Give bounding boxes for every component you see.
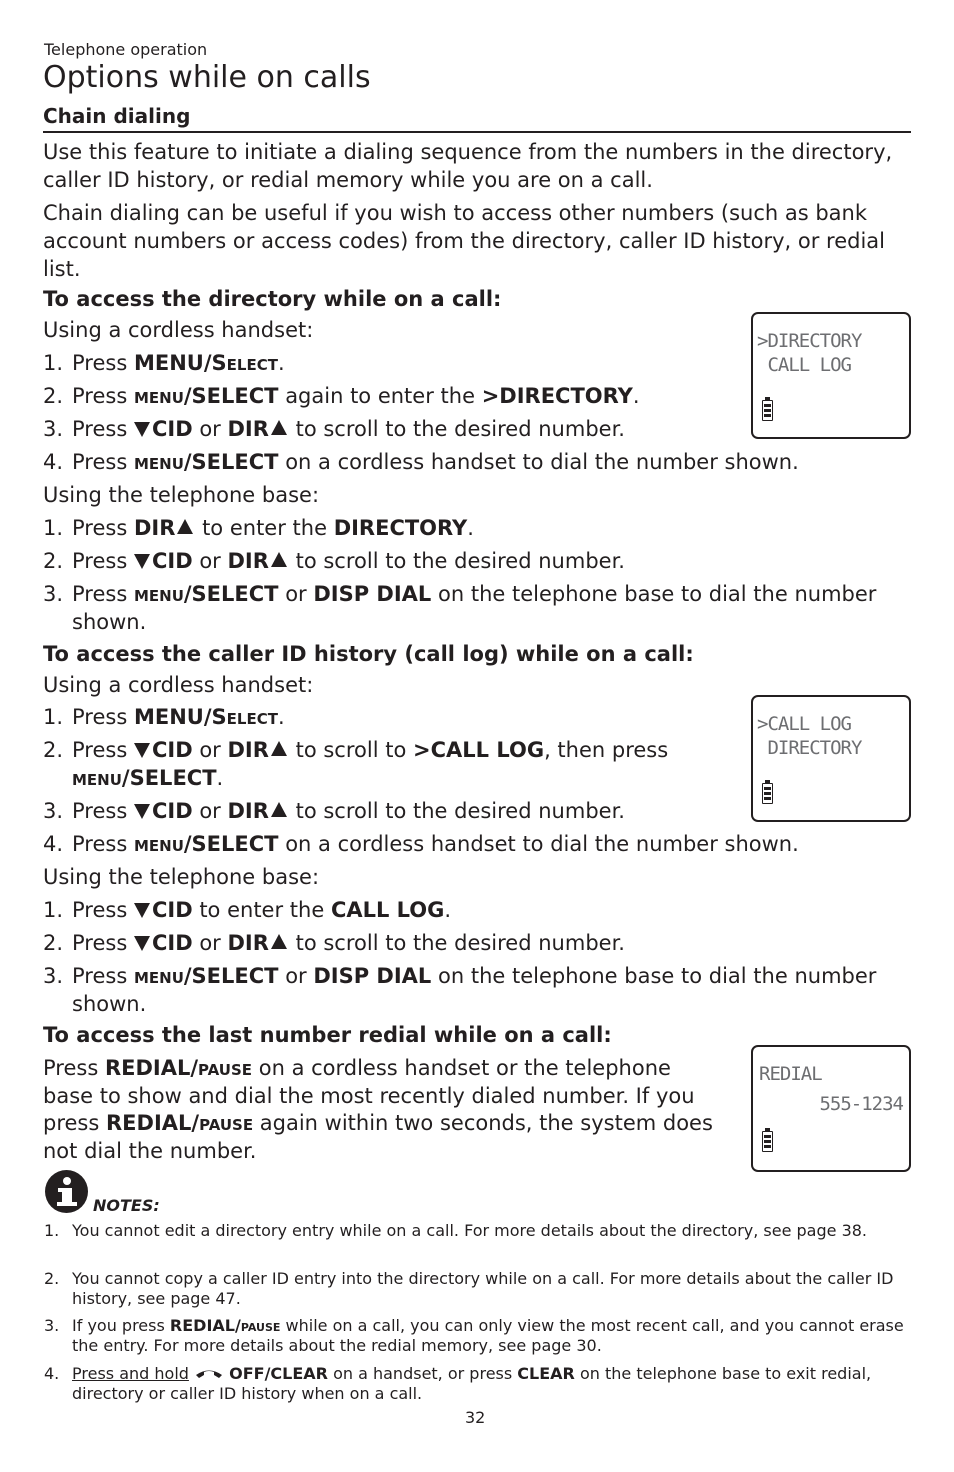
redial-line-4: not dial the number. — [43, 1139, 257, 1163]
up-arrow-icon — [271, 934, 287, 949]
down-arrow-icon — [134, 936, 150, 951]
calllog-handset-step-3: 3. Press CID or DIR to scroll to the desired number. — [43, 799, 625, 823]
up-arrow-icon — [271, 552, 287, 567]
note-1: 1. You cannot edit a directory entry while on a call. For more details about the directory, see page 38. — [44, 1221, 868, 1240]
lcd-line-2: 555-1234 — [819, 1093, 903, 1115]
calllog-base-label: Using the telephone base: — [43, 865, 320, 889]
page-number: 32 — [465, 1408, 486, 1427]
up-arrow-icon — [177, 519, 193, 534]
directory-handset-label: Using a cordless handset: — [43, 318, 314, 342]
lcd-line-1: >CALL LOG — [757, 713, 851, 735]
section-heading: Chain dialing — [43, 104, 191, 128]
section-rule — [43, 131, 911, 133]
calllog-base-step-2: 2. Press CID or DIR to scroll to the desired number. — [43, 931, 625, 955]
press-and-hold-link[interactable]: Press and hold — [72, 1364, 189, 1383]
info-icon — [45, 1170, 88, 1213]
lcd-line-2: DIRECTORY — [757, 737, 862, 759]
lcd-line-1: REDIAL — [759, 1063, 822, 1085]
redial-line-3: press REDIAL/pause again within two seconds, the system does — [43, 1111, 713, 1135]
lcd-screen-redial — [751, 1045, 911, 1172]
down-arrow-icon — [134, 903, 150, 918]
calllog-base-step-3-cont: shown. — [72, 992, 147, 1016]
directory-handset-step-3: 3. Press CID or DIR to scroll to the desired number. — [43, 417, 625, 441]
directory-base-label: Using the telephone base: — [43, 483, 320, 507]
battery-icon — [762, 400, 773, 421]
lcd-screen-calllog — [751, 695, 911, 822]
note-3: 3. If you press REDIAL/pause while on a call, you can only view the most recent call, and you cannot erase the entry. For more details about the redial memory, see page 30. — [44, 1316, 904, 1355]
lcd-screen-directory — [751, 312, 911, 439]
directory-base-step-2: 2. Press CID or DIR to scroll to the desired number. — [43, 549, 625, 573]
calllog-handset-step-4: 4. Press menu/SELECT on a cordless handset to dial the number shown. — [43, 832, 799, 856]
directory-handset-step-1: 1. Press MENU/Select. — [43, 351, 285, 375]
calllog-handset-step-2-cont: menu/SELECT. — [72, 766, 224, 790]
intro-paragraph-2: Chain dialing can be useful if you wish to access other numbers (such as bank account numbers or access codes) from the directory, caller ID history, or redial list. — [43, 201, 885, 281]
intro-paragraph-1: Use this feature to initiate a dialing sequence from the numbers in the directory, caller ID history, or redial memory while you are on a call. — [43, 140, 893, 192]
up-arrow-icon — [271, 802, 287, 817]
lcd-line-1: >DIRECTORY — [757, 330, 862, 352]
directory-base-step-1: 1. Press DIR to enter the DIRECTORY. — [43, 516, 474, 540]
breadcrumb: Telephone operation — [44, 40, 208, 59]
up-arrow-icon — [271, 420, 287, 435]
note-4: 4. Press and hold OFF/CLEAR on a handset, or press CLEAR on the telephone base to exit redial, directory or caller ID history when on a call. — [44, 1364, 872, 1403]
directory-heading: To access the directory while on a call: — [43, 287, 502, 311]
down-arrow-icon — [134, 422, 150, 437]
lcd-line-2: CALL LOG — [757, 354, 851, 376]
calllog-base-step-1: 1. Press CID to enter the CALL LOG. — [43, 898, 452, 922]
redial-line-1: Press REDIAL/pause on a cordless handset or the telephone — [43, 1056, 671, 1080]
battery-icon — [762, 783, 773, 804]
directory-base-step-3-cont: shown. — [72, 610, 147, 634]
calllog-handset-step-1: 1. Press MENU/Select. — [43, 705, 285, 729]
calllog-heading: To access the caller ID history (call log) while on a call: — [43, 642, 694, 666]
redial-line-2: base to show and dial the most recently dialed number. If you — [43, 1084, 695, 1108]
battery-icon — [762, 1131, 773, 1152]
phone-hangup-icon — [194, 1365, 224, 1377]
notes-label: NOTES: — [93, 1196, 160, 1215]
directory-handset-step-4: 4. Press menu/SELECT on a cordless handset to dial the number shown. — [43, 450, 799, 474]
calllog-handset-label: Using a cordless handset: — [43, 673, 314, 697]
down-arrow-icon — [134, 554, 150, 569]
directory-handset-step-2: 2. Press menu/SELECT again to enter the >DIRECTORY. — [43, 384, 640, 408]
note-2: 2. You cannot copy a caller ID entry into the directory while on a call. For more details about the caller ID history, see page 47. — [44, 1269, 894, 1308]
down-arrow-icon — [134, 743, 150, 758]
redial-heading: To access the last number redial while on a call: — [43, 1023, 612, 1047]
down-arrow-icon — [134, 804, 150, 819]
calllog-base-step-3: 3. Press menu/SELECT or DISP DIAL on the telephone base to dial the number — [43, 964, 877, 988]
up-arrow-icon — [271, 741, 287, 756]
page-title: Options while on calls — [43, 60, 371, 95]
calllog-handset-step-2: 2. Press CID or DIR to scroll to >CALL LOG, then press — [43, 738, 669, 762]
directory-base-step-3: 3. Press menu/SELECT or DISP DIAL on the telephone base to dial the number — [43, 582, 877, 606]
